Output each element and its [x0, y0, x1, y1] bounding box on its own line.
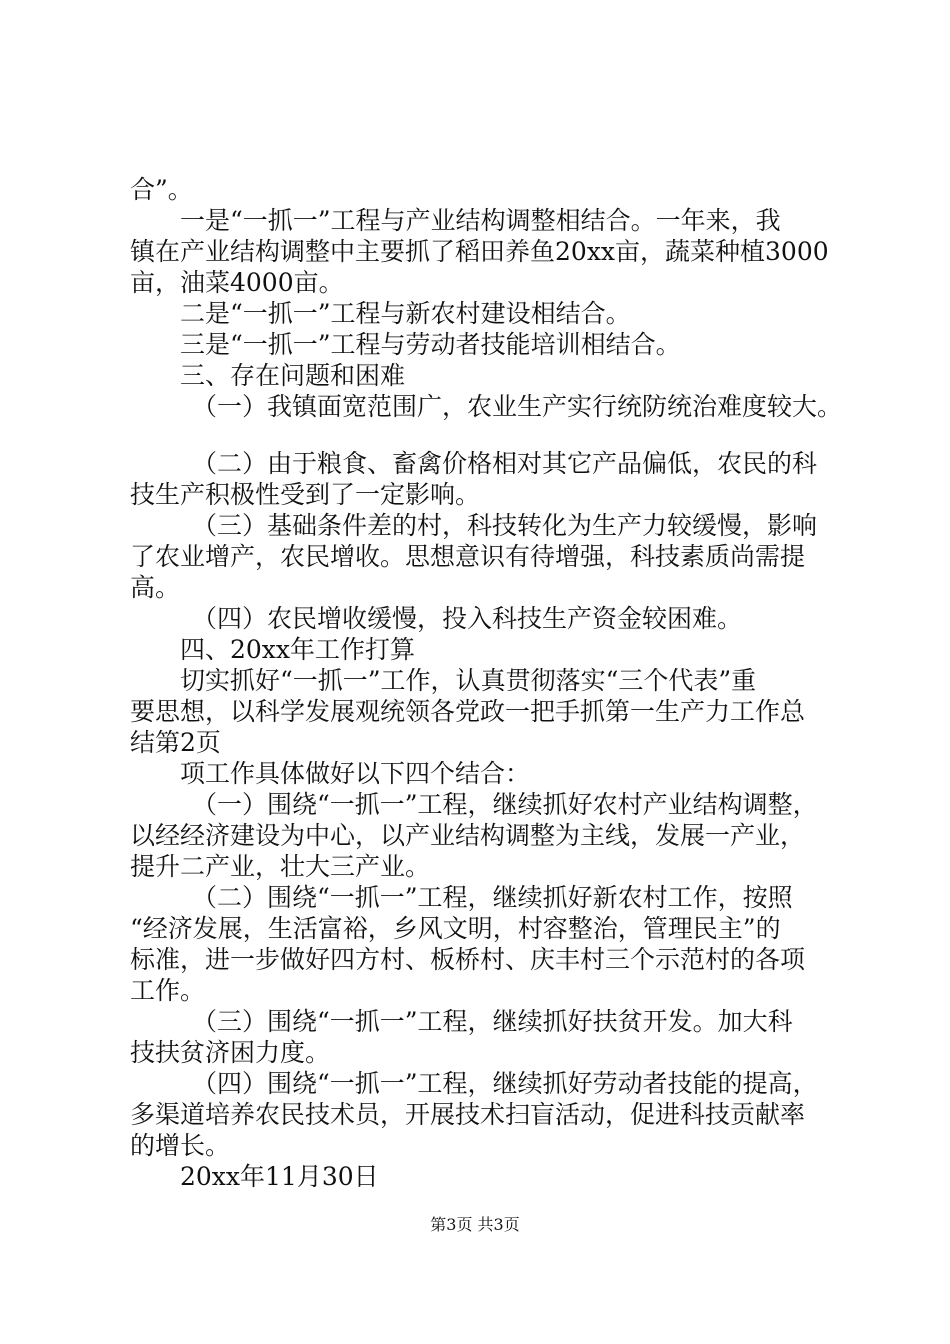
- paragraph-line: （二）由于粮食、畜禽价格相对其它产品偏低，农民的科: [192, 449, 818, 478]
- page-footer: 第3页 共3页: [430, 1215, 520, 1234]
- paragraph-line: 了农业增产，农民增收。思想意识有待增强，科技素质尚需提: [130, 542, 806, 571]
- paragraph-line: 技扶贫济困力度。: [130, 1038, 331, 1067]
- paragraph-line: 镇在产业结构调整中主要抓了稻田养鱼20xx亩，蔬菜种植3000: [130, 237, 829, 266]
- paragraph-line: 结第2页: [130, 728, 221, 757]
- document-body: [130, 174, 842, 1192]
- section-heading: 三、存在问题和困难: [180, 361, 406, 390]
- paragraph-line: 多渠道培养农民技术员，开展技术扫盲活动，促进科技贡献率: [130, 1100, 806, 1129]
- paragraph-line: （二）围绕“一抓一”工程，继续抓好新农村工作，按照: [192, 883, 793, 912]
- paragraph-line: 合”。: [130, 175, 193, 204]
- paragraph-line: 标准，进一步做好四方村、板桥村、庆丰村三个示范村的各项: [130, 945, 806, 974]
- paragraph-line: “经济发展，生活富裕，乡风文明，村容整治，管理民主”的: [130, 914, 781, 943]
- paragraph-line: 工作。: [130, 976, 206, 1005]
- section-heading: 四、20xx年工作打算: [180, 635, 416, 664]
- paragraph-line: 项工作具体做好以下四个结合：: [180, 759, 531, 788]
- paragraph-line: （四）围绕“一抓一”工程，继续抓好劳动者技能的提高，: [192, 1069, 818, 1098]
- paragraph-line: 高。: [130, 573, 181, 602]
- paragraph-line: 三是“一抓一”工程与劳动者技能培训相结合。: [180, 330, 681, 359]
- paragraph-line: （四）农民增收缓慢，投入科技生产资金较困难。: [192, 604, 743, 633]
- paragraph-line: （一）围绕“一抓一”工程，继续抓好农村产业结构调整，: [192, 790, 818, 819]
- paragraph-line: 技生产积极性受到了一定影响。: [130, 480, 481, 509]
- paragraph-line: （三）基础条件差的村，科技转化为生产力较缓慢，影响: [192, 511, 818, 540]
- paragraph-line: 切实抓好“一抓一”工作，认真贯彻落实“三个代表”重: [180, 666, 757, 695]
- paragraph-line: 一是“一抓一”工程与产业结构调整相结合。一年来，我: [180, 206, 781, 235]
- paragraph-line: 的增长。: [130, 1131, 231, 1160]
- paragraph-line: 要思想，以科学发展观统领各党政一把手抓第一生产力工作总: [130, 697, 806, 726]
- paragraph-line: （三）围绕“一抓一”工程，继续抓好扶贫开发。加大科: [192, 1007, 793, 1036]
- paragraph-line: 以经经济建设为中心，以产业结构调整为主线，发展一产业，: [130, 821, 806, 850]
- date-line: 20xx年11月30日: [180, 1162, 379, 1191]
- paragraph-line: 二是“一抓一”工程与新农村建设相结合。: [180, 299, 631, 328]
- paragraph-line: 亩，油菜4000亩。: [130, 268, 344, 297]
- paragraph-line: 提升二产业，壮大三产业。: [130, 852, 431, 881]
- paragraph-line: （一）我镇面宽范围广，农业生产实行统防统治难度较大。: [192, 392, 843, 421]
